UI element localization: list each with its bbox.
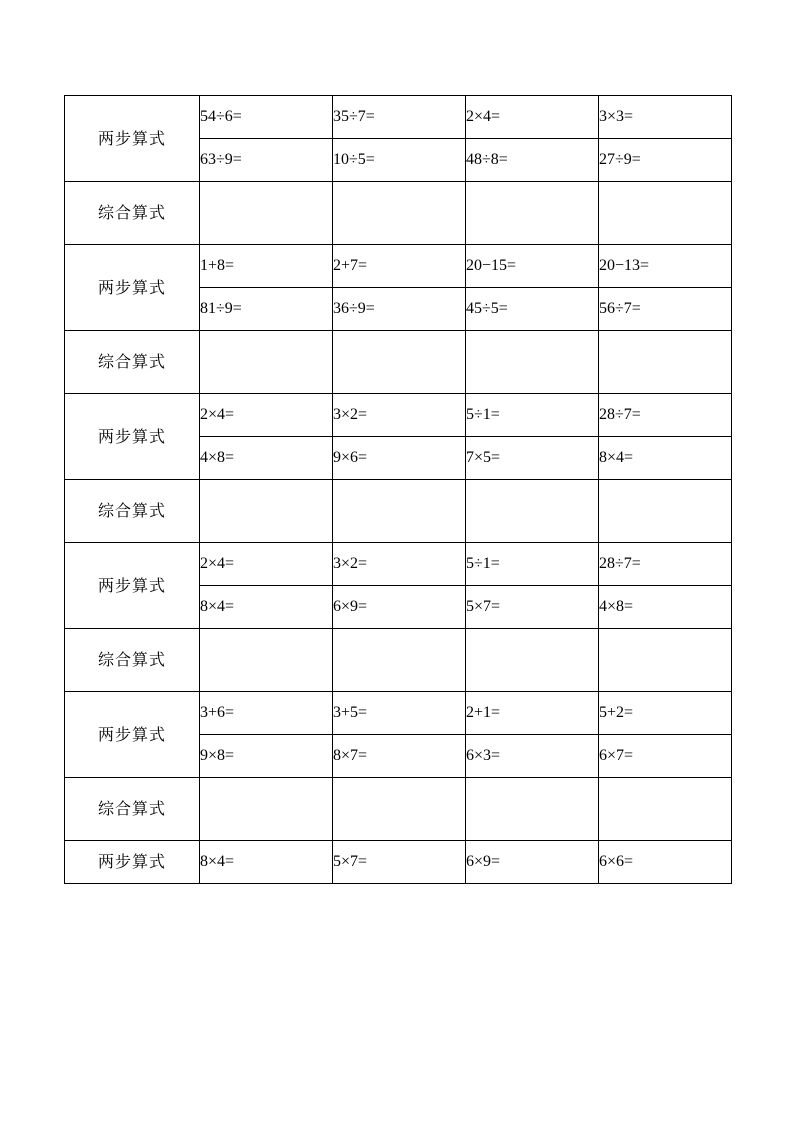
two-step-label: 两步算式 bbox=[97, 724, 166, 744]
combined-label: 综合算式 bbox=[97, 203, 166, 223]
two-step-label-cell bbox=[65, 394, 200, 480]
expression-cell: 45÷5= bbox=[466, 288, 599, 331]
expression-cell: 2×4= bbox=[200, 543, 333, 586]
combined-label-cell bbox=[65, 480, 200, 543]
two-step-label: 两步算式 bbox=[97, 277, 166, 297]
expression-cell: 6×3= bbox=[466, 735, 599, 778]
answer-blank-cell[interactable] bbox=[599, 331, 732, 394]
expression-cell: 6×9= bbox=[333, 586, 466, 629]
expression-cell: 3+6= bbox=[200, 692, 333, 735]
expression-cell: 20−13= bbox=[599, 245, 732, 288]
expression-cell: 6×7= bbox=[599, 735, 732, 778]
expression-cell: 5×7= bbox=[466, 586, 599, 629]
answer-blank-cell[interactable] bbox=[200, 778, 333, 841]
expression-cell: 6×9= bbox=[466, 841, 599, 884]
expression-cell: 36÷9= bbox=[333, 288, 466, 331]
answer-blank-cell[interactable] bbox=[333, 629, 466, 692]
answer-blank-cell[interactable] bbox=[200, 629, 333, 692]
expression-cell: 5+2= bbox=[599, 692, 732, 735]
expression-cell: 81÷9= bbox=[200, 288, 333, 331]
expression-cell: 5÷1= bbox=[466, 394, 599, 437]
two-step-label-cell bbox=[65, 96, 200, 182]
expression-cell: 3×2= bbox=[333, 394, 466, 437]
table-row bbox=[65, 480, 732, 543]
combined-label: 综合算式 bbox=[97, 799, 166, 819]
expression-cell: 1+8= bbox=[200, 245, 333, 288]
two-step-label-cell bbox=[65, 841, 200, 884]
answer-blank-cell[interactable] bbox=[599, 480, 732, 543]
expression-cell: 3×3= bbox=[599, 96, 732, 139]
answer-blank-cell[interactable] bbox=[466, 778, 599, 841]
expression-cell: 2×4= bbox=[466, 96, 599, 139]
two-step-label: 两步算式 bbox=[97, 128, 166, 148]
two-step-label-cell bbox=[65, 245, 200, 331]
table-row bbox=[65, 394, 732, 437]
answer-blank-cell[interactable] bbox=[200, 331, 333, 394]
answer-blank-cell[interactable] bbox=[599, 182, 732, 245]
answer-blank-cell[interactable] bbox=[466, 182, 599, 245]
combined-label-cell bbox=[65, 182, 200, 245]
answer-blank-cell[interactable] bbox=[466, 331, 599, 394]
worksheet-table bbox=[64, 95, 732, 884]
expression-cell: 5÷1= bbox=[466, 543, 599, 586]
answer-blank-cell[interactable] bbox=[333, 778, 466, 841]
table-row bbox=[65, 778, 732, 841]
expression-cell: 4×8= bbox=[200, 437, 333, 480]
expression-cell: 35÷7= bbox=[333, 96, 466, 139]
expression-cell: 63÷9= bbox=[200, 139, 333, 182]
answer-blank-cell[interactable] bbox=[599, 778, 732, 841]
expression-cell: 28÷7= bbox=[599, 543, 732, 586]
expression-cell: 2+1= bbox=[466, 692, 599, 735]
two-step-label-cell bbox=[65, 543, 200, 629]
expression-cell: 28÷7= bbox=[599, 394, 732, 437]
table-row bbox=[65, 629, 732, 692]
two-step-label-cell bbox=[65, 692, 200, 778]
expression-cell: 3+5= bbox=[333, 692, 466, 735]
expression-cell: 20−15= bbox=[466, 245, 599, 288]
expression-cell: 10÷5= bbox=[333, 139, 466, 182]
expression-cell: 8×4= bbox=[599, 437, 732, 480]
expression-cell: 2×4= bbox=[200, 394, 333, 437]
expression-cell: 7×5= bbox=[466, 437, 599, 480]
expression-cell: 48÷8= bbox=[466, 139, 599, 182]
table-row bbox=[65, 245, 732, 288]
combined-label-cell bbox=[65, 331, 200, 394]
table-row bbox=[65, 841, 732, 884]
two-step-label: 两步算式 bbox=[97, 852, 166, 872]
table-row bbox=[65, 331, 732, 394]
combined-label-cell bbox=[65, 778, 200, 841]
table-row bbox=[65, 692, 732, 735]
answer-blank-cell[interactable] bbox=[599, 629, 732, 692]
expression-cell: 54÷6= bbox=[200, 96, 333, 139]
expression-cell: 56÷7= bbox=[599, 288, 732, 331]
expression-cell: 27÷9= bbox=[599, 139, 732, 182]
expression-cell: 8×4= bbox=[200, 586, 333, 629]
two-step-label: 两步算式 bbox=[97, 575, 166, 595]
table-row bbox=[65, 96, 732, 139]
expression-cell: 4×8= bbox=[599, 586, 732, 629]
two-step-label: 两步算式 bbox=[97, 426, 166, 446]
combined-label: 综合算式 bbox=[97, 352, 166, 372]
expression-cell: 8×4= bbox=[200, 841, 333, 884]
answer-blank-cell[interactable] bbox=[466, 629, 599, 692]
expression-cell: 9×8= bbox=[200, 735, 333, 778]
expression-cell: 8×7= bbox=[333, 735, 466, 778]
answer-blank-cell[interactable] bbox=[200, 480, 333, 543]
expression-cell: 2+7= bbox=[333, 245, 466, 288]
expression-cell: 5×7= bbox=[333, 841, 466, 884]
combined-label: 综合算式 bbox=[97, 650, 166, 670]
answer-blank-cell[interactable] bbox=[333, 182, 466, 245]
answer-blank-cell[interactable] bbox=[200, 182, 333, 245]
table-row bbox=[65, 543, 732, 586]
answer-blank-cell[interactable] bbox=[333, 331, 466, 394]
combined-label: 综合算式 bbox=[97, 501, 166, 521]
expression-cell: 9×6= bbox=[333, 437, 466, 480]
expression-cell: 3×2= bbox=[333, 543, 466, 586]
answer-blank-cell[interactable] bbox=[333, 480, 466, 543]
expression-cell: 6×6= bbox=[599, 841, 732, 884]
combined-label-cell bbox=[65, 629, 200, 692]
answer-blank-cell[interactable] bbox=[466, 480, 599, 543]
table-row bbox=[65, 182, 732, 245]
